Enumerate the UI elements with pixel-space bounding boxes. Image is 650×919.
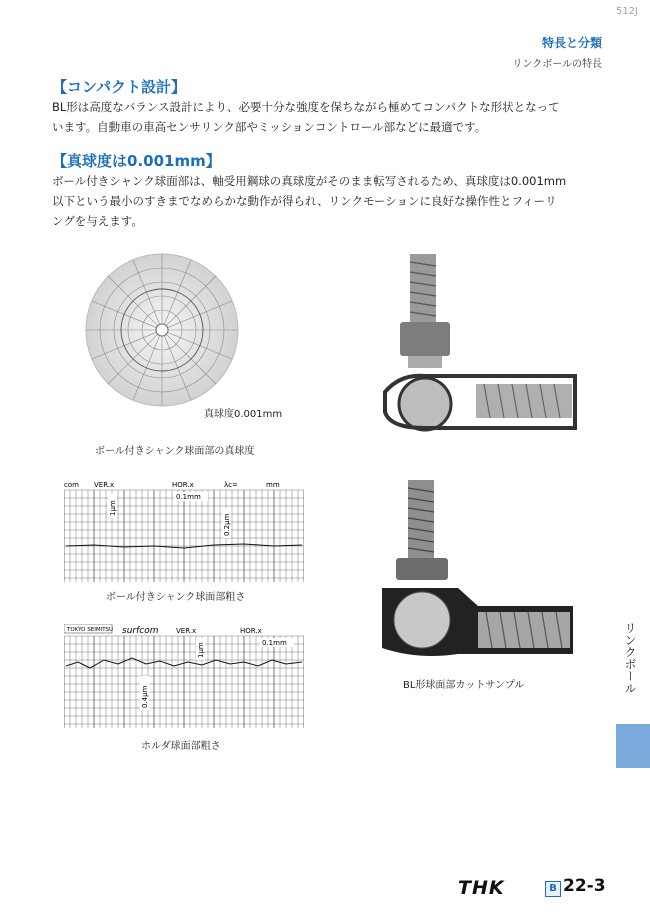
graph-hor-label: HOR.x [172, 481, 194, 489]
page-number: 22-3 [563, 876, 606, 896]
link-ball-photo [380, 252, 580, 432]
roundness-chart-image [82, 252, 242, 412]
paragraph-compact-design [52, 97, 612, 137]
roundness-value-label: 真球度0.001mm [204, 409, 283, 420]
section-title: 特長と分類 [541, 36, 602, 50]
graph-hor-label: HOR.x [240, 627, 262, 635]
graph-brand-label: surfcom [122, 626, 159, 636]
graph-v-scale-label: 1μm [109, 500, 117, 516]
side-tab-label: リンクボール [623, 622, 637, 694]
graph-h-scale-label: 0.1mm [262, 639, 287, 647]
roundness-caption: ボール付きシャンク球面部の真球度 [95, 446, 255, 457]
graph-v-scale2-label: 0.2μm [223, 513, 231, 536]
graph-unit-label: mm [266, 481, 280, 489]
cut-sample-caption: BL形球面部カットサンプル [403, 680, 525, 691]
graph-h-scale-label: 0.1mm [176, 493, 201, 501]
shank-roughness-graph [64, 478, 304, 582]
holder-roughness-caption: ホルダ球面部粗さ [141, 741, 221, 752]
cut-sample-photo [378, 478, 578, 663]
thk-logo: THK [458, 877, 505, 899]
section-letter-badge: B [545, 881, 561, 897]
heading-compact-design: 【コンパクト設計】 [52, 78, 186, 96]
graph-ver-label: VER.x [94, 481, 115, 489]
graph-v-scale-label: 1μm [197, 642, 205, 658]
paragraph-line: BL形は高度なバランス設計により、必要十分な強度を保ちながら極めてコンパクトな形状となって [52, 100, 560, 114]
graph-ver-label: VER.x [176, 627, 197, 635]
page-code: 512J [615, 6, 638, 17]
graph-v-scale2-label: 0.4μm [141, 685, 149, 708]
paragraph-line: 以下という最小のすきまでなめらかな動作が得られ、リンクモーションに良好な操作性とフィーリ [52, 194, 557, 208]
graph-brand-label: com [64, 481, 79, 489]
graph-lambda-label: λc= [224, 481, 238, 489]
paragraph-line: ングを与えます。 [52, 214, 143, 228]
shank-roughness-caption: ボール付きシャンク球面部粗さ [106, 592, 246, 603]
graph-maker-label: TOKYO SEIMITSU [67, 627, 114, 633]
paragraph-sphericity [52, 171, 612, 231]
paragraph-line: います。自動車の車高センサリンク部やミッションコントロール部などに最適です。 [52, 120, 487, 134]
side-tab-marker [616, 724, 650, 768]
section-subtitle: リンクボールの特長 [512, 59, 602, 70]
holder-roughness-graph [64, 624, 304, 728]
heading-sphericity: 【真球度は0.001mm】 [52, 152, 221, 170]
paragraph-line: ボール付きシャンク球面部は、軸受用鋼球の真球度がそのまま転写されるため、真球度は0.001mm [52, 174, 567, 188]
